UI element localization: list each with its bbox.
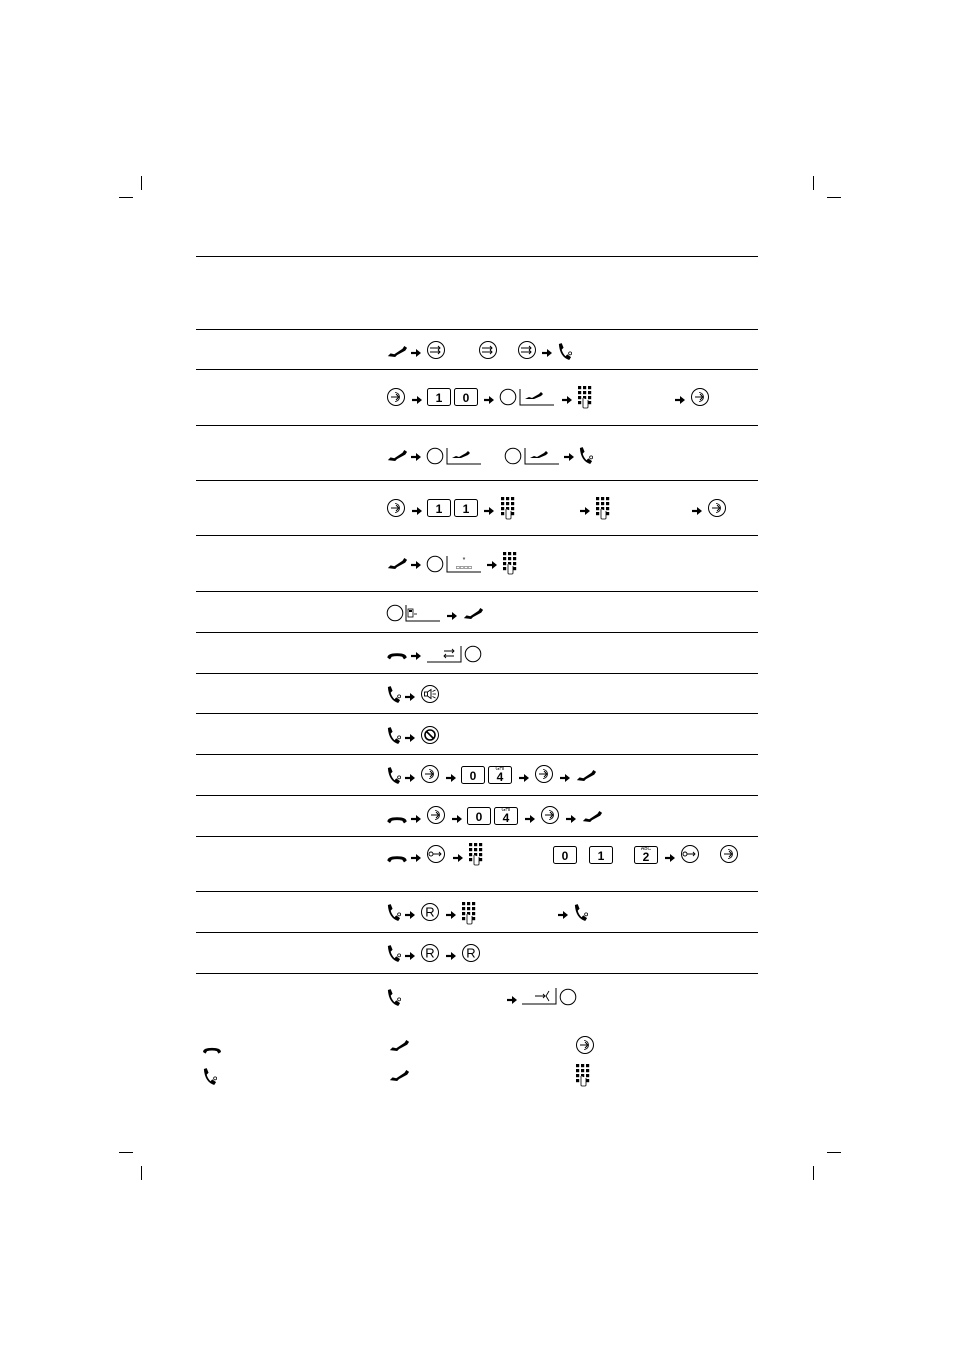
digit-key-4[interactable] — [488, 764, 512, 784]
conversation-icon — [202, 1067, 217, 1086]
keypad-icon[interactable] — [577, 385, 593, 409]
crop-mark — [141, 176, 142, 190]
arrow-right-icon — [563, 451, 575, 463]
arrow-right-icon — [410, 559, 422, 571]
menu-key-icon[interactable] — [719, 844, 739, 864]
call-forwarding-key-icon[interactable] — [517, 340, 537, 360]
menu-key-icon[interactable] — [426, 805, 446, 825]
instruction-row — [384, 724, 764, 748]
instruction-row — [384, 986, 764, 1010]
instruction-row — [384, 805, 764, 829]
recall-R-key-icon[interactable] — [420, 943, 440, 963]
call-forwarding-key-icon[interactable] — [426, 340, 446, 360]
arrow-right-icon — [404, 950, 416, 962]
table-rule — [196, 713, 758, 714]
instruction-row — [384, 340, 764, 364]
arrow-right-icon — [446, 610, 458, 622]
lift-handset-icon — [386, 344, 408, 359]
softkey-button-icon[interactable] — [386, 604, 404, 622]
table-rule — [196, 591, 758, 592]
menu-key-icon[interactable] — [540, 805, 560, 825]
conversation-icon — [386, 903, 401, 922]
digit-key-label: 4 — [502, 811, 510, 825]
arrow-right-icon — [664, 852, 676, 864]
instruction-row — [384, 901, 764, 925]
softkey-button-icon[interactable] — [464, 645, 482, 663]
arrow-right-icon — [445, 909, 457, 921]
digit-key-label: 1 — [597, 849, 605, 863]
instruction-row — [384, 842, 764, 866]
arrow-right-icon — [518, 772, 530, 784]
menu-key-icon[interactable] — [690, 387, 710, 407]
table-rule — [196, 329, 758, 330]
arrow-right-icon — [483, 505, 495, 517]
arrow-right-icon — [506, 994, 518, 1006]
crop-mark — [827, 1152, 841, 1153]
arrow-right-icon — [541, 347, 553, 359]
arrow-right-icon — [410, 852, 422, 864]
digit-key-label: 0 — [469, 769, 477, 783]
letter-label: GHI — [495, 766, 505, 772]
digit-key-1[interactable] — [427, 499, 451, 517]
table-top-rule — [196, 256, 758, 257]
instruction-row — [384, 385, 764, 409]
lift-handset-icon — [388, 1038, 410, 1053]
keypad-icon[interactable] — [461, 901, 477, 925]
arrow-right-icon — [486, 559, 498, 571]
instruction-row — [384, 643, 764, 667]
softkey-button-icon[interactable] — [499, 388, 517, 406]
arrow-right-icon — [410, 451, 422, 463]
svg-text:*: * — [462, 557, 466, 564]
table-rule — [196, 891, 758, 892]
softkey-button-icon[interactable] — [559, 988, 577, 1006]
menu-key-icon[interactable] — [386, 498, 406, 518]
arrow-right-icon — [410, 650, 422, 662]
instruction-row — [384, 496, 764, 520]
instruction-row — [384, 551, 764, 575]
lift-handset-icon — [575, 768, 597, 783]
arrow-right-icon — [451, 813, 463, 825]
table-rule — [196, 480, 758, 481]
internal-call-key-icon[interactable] — [424, 844, 448, 864]
conversation-icon — [386, 988, 401, 1007]
table-rule — [196, 973, 758, 974]
conversation-icon — [557, 342, 572, 361]
replace-handset-icon — [202, 1043, 222, 1056]
softkey-button-icon[interactable] — [426, 447, 444, 465]
arrow-right-icon — [445, 772, 457, 784]
keypad-icon[interactable] — [468, 842, 484, 866]
instruction-row — [384, 683, 764, 707]
replace-handset-icon — [386, 812, 408, 826]
digit-key-label: 1 — [435, 502, 443, 516]
arrow-right-icon — [410, 347, 422, 359]
arrow-right-icon — [559, 772, 571, 784]
menu-key-icon[interactable] — [534, 764, 554, 784]
lift-handset-icon — [386, 448, 408, 463]
arrow-right-icon — [674, 394, 686, 406]
table-rule — [196, 754, 758, 755]
conversation-icon — [386, 685, 401, 704]
arrow-right-icon — [565, 813, 577, 825]
lift-handset-icon — [386, 556, 408, 571]
conversation-icon — [386, 726, 401, 745]
crop-mark — [827, 197, 841, 198]
crop-mark — [813, 176, 814, 190]
instruction-row — [384, 942, 764, 966]
lift-handset-icon — [388, 1068, 410, 1083]
table-rule — [196, 673, 758, 674]
arrow-right-icon — [483, 394, 495, 406]
digit-key-0[interactable] — [553, 846, 577, 864]
conversation-icon — [386, 766, 401, 785]
display-handset-field — [524, 447, 560, 465]
keypad-icon[interactable] — [502, 551, 518, 575]
digit-key-1[interactable] — [589, 846, 613, 864]
keypad-icon[interactable] — [575, 1063, 591, 1087]
digit-key-label: 0 — [475, 810, 483, 824]
arrow-right-icon — [411, 505, 423, 517]
crop-mark — [119, 197, 133, 198]
recall-R-key-icon[interactable] — [461, 943, 481, 963]
conversation-icon — [578, 446, 593, 465]
crop-mark — [813, 1166, 814, 1180]
instruction-row — [384, 764, 764, 788]
digit-key-label: 0 — [462, 391, 470, 405]
arrow-right-icon — [561, 394, 573, 406]
menu-key-icon[interactable] — [386, 387, 406, 407]
digit-key-label: 4 — [496, 770, 504, 784]
arrow-right-icon — [404, 732, 416, 744]
instruction-row — [384, 444, 764, 468]
lift-handset-icon — [581, 809, 603, 824]
display-handset-field — [519, 388, 555, 406]
display-transfer-field — [521, 987, 557, 1005]
conversation-icon — [573, 903, 588, 922]
keypad-icon[interactable] — [500, 496, 516, 520]
mute-key-icon[interactable] — [420, 725, 440, 745]
arrow-right-icon — [445, 950, 457, 962]
arrow-right-icon — [452, 852, 464, 864]
digit-key-label: 1 — [435, 391, 443, 405]
digit-key-1[interactable] — [427, 388, 451, 406]
softkey-button-icon[interactable] — [504, 447, 522, 465]
digit-key-4[interactable] — [494, 805, 518, 825]
arrow-right-icon — [404, 909, 416, 921]
lift-handset-icon — [462, 606, 484, 621]
digit-key-1[interactable] — [454, 499, 478, 517]
crop-mark — [119, 1152, 133, 1153]
arrow-right-icon — [524, 813, 536, 825]
instruction-row — [384, 602, 764, 626]
digit-key-2[interactable] — [634, 844, 658, 864]
replace-handset-icon — [386, 648, 408, 662]
digit-key-label: 0 — [561, 849, 569, 863]
recall-R-key-icon[interactable] — [420, 902, 440, 922]
recall-key-label: R — [425, 904, 435, 920]
arrow-right-icon — [410, 813, 422, 825]
arrow-right-icon — [411, 394, 423, 406]
display-toggle-field — [426, 645, 462, 663]
table-rule — [196, 932, 758, 933]
digit-key-0[interactable] — [467, 807, 491, 825]
speaker-key-icon[interactable] — [420, 684, 440, 704]
internal-call-key-icon[interactable] — [678, 844, 702, 864]
table-rule — [196, 795, 758, 796]
softkey-button-icon[interactable] — [426, 555, 444, 573]
menu-key-icon[interactable] — [420, 764, 440, 784]
table-rule — [196, 369, 758, 370]
letter-label: ABC — [640, 846, 652, 852]
arrow-right-icon — [691, 505, 703, 517]
letter-label: GHI — [501, 807, 511, 813]
digit-key-label: 2 — [642, 850, 650, 864]
digit-key-label: 1 — [462, 502, 470, 516]
table-rule — [196, 425, 758, 426]
arrow-right-icon — [579, 505, 591, 517]
recall-key-label: R — [466, 945, 476, 961]
display-dots-field — [446, 555, 482, 573]
display-phonebook-field — [405, 604, 441, 622]
arrow-right-icon — [557, 909, 569, 921]
display-handset-field — [446, 447, 482, 465]
table-rule — [196, 535, 758, 536]
digit-key-0[interactable] — [454, 388, 478, 406]
dots-label: ▫▫▫▫ — [455, 564, 473, 571]
table-rule — [196, 632, 758, 633]
arrow-right-icon — [404, 772, 416, 784]
table-rule — [196, 836, 758, 837]
keypad-icon[interactable] — [595, 496, 611, 520]
crop-mark — [141, 1166, 142, 1180]
digit-key-0[interactable] — [461, 766, 485, 784]
conversation-icon — [386, 944, 401, 963]
call-forwarding-key-icon[interactable] — [478, 340, 498, 360]
recall-key-label: R — [425, 945, 435, 961]
replace-handset-icon — [386, 851, 408, 865]
arrow-right-icon — [404, 691, 416, 703]
menu-key-icon[interactable] — [575, 1035, 595, 1055]
menu-key-icon[interactable] — [707, 498, 727, 518]
